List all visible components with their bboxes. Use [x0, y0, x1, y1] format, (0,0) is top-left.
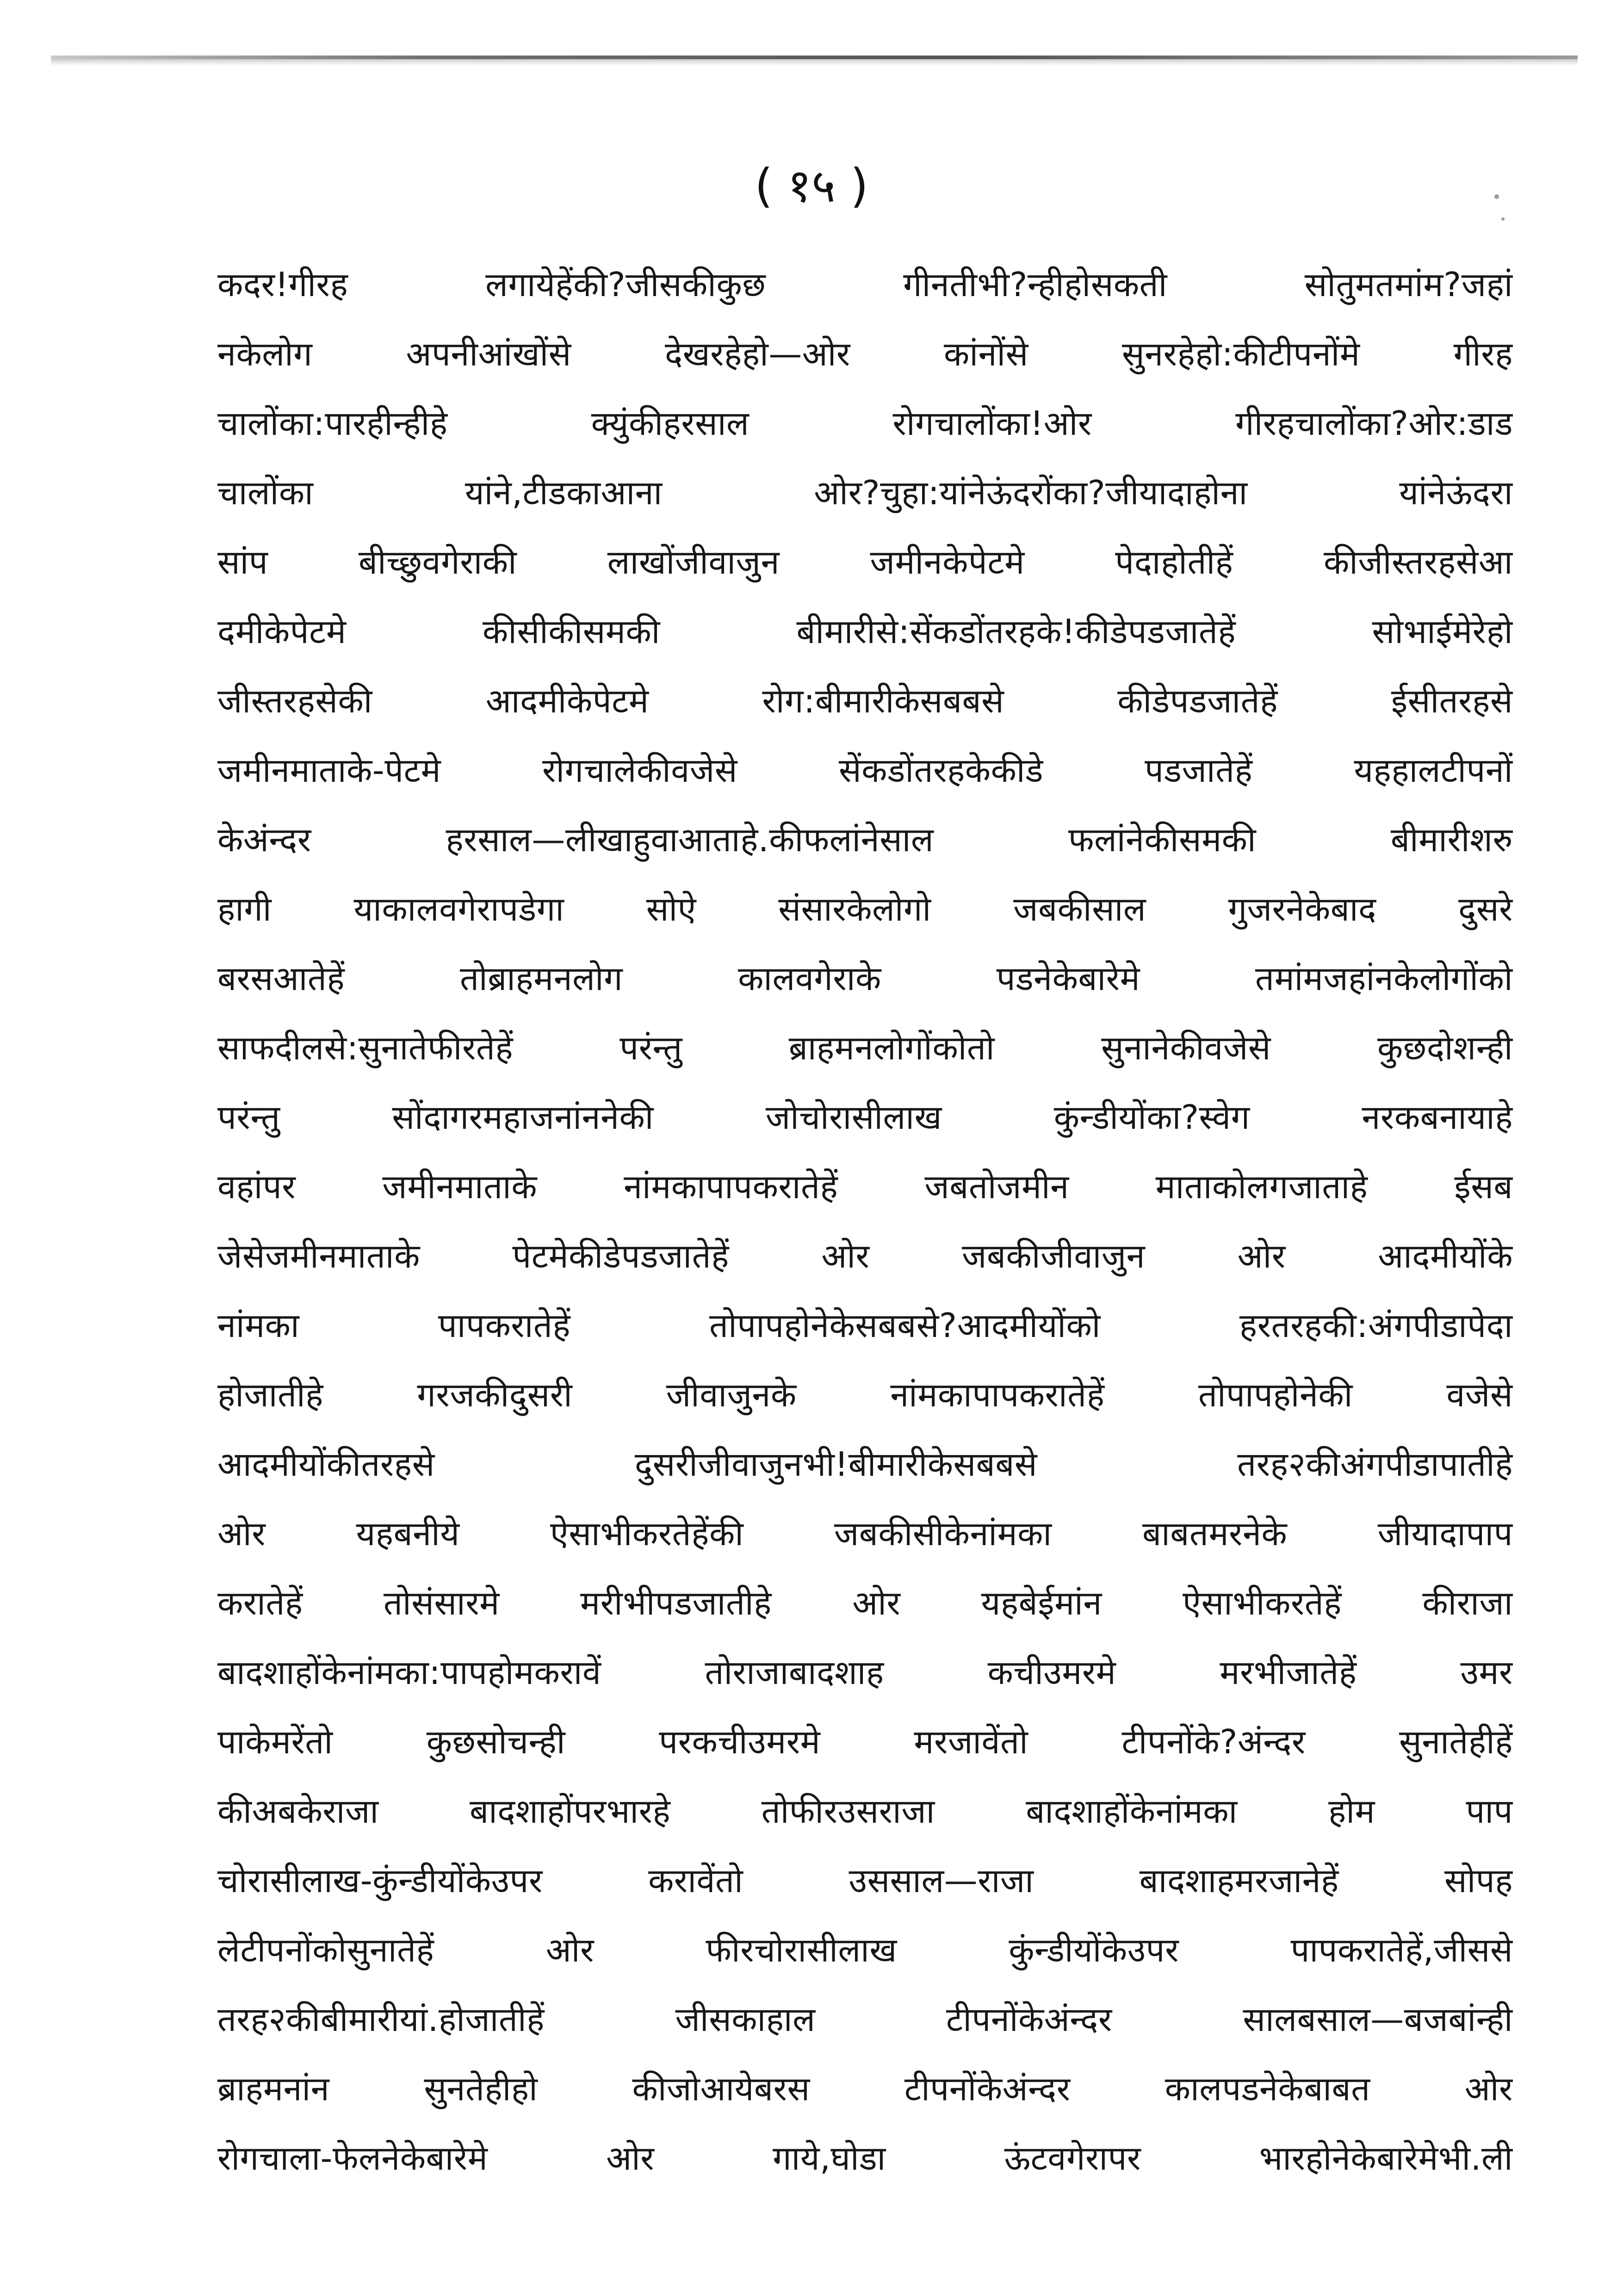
- text-line: जमीनमाताके-पेटमे रोगचालेकीवजेसे सेंकडोंतरहकेकीडे पडजातेहें यहहालटीपनों: [217, 751, 1513, 790]
- scan-speck: [1501, 217, 1505, 221]
- text-line: बरसआतेहें तोब्राहमनलोग कालवगेराके पडनेकेबारेमे तमांमजहांनकेलोगोंको: [217, 959, 1513, 998]
- text-line: वहांपर जमीनमाताके नांमकापापकरातेहें जबतोजमीन माताकोलगजाताहे ईसब: [217, 1167, 1513, 1206]
- text-line: जेसेजमीनमाताके पेटमेकीडेपडजातेहें ओर जबकीजीवाजुन ओर आदमीयोंके: [217, 1237, 1513, 1275]
- text-line: लेटीपनोंकोसुनातेहें ओर फीरचोरासीलाख कुंन्डीयोंकेउपर पापकरातेहें,जीससे: [217, 1931, 1513, 1969]
- text-line: सांप बीच्छुवगेराकी लाखोंजीवाजुन जमीनकेपेटमे पेदाहोतीहें कीजीस्तरहसेआ: [217, 543, 1513, 582]
- top-border-shadow: [51, 59, 1578, 66]
- text-line: चोरासीलाख-कुंन्डीयोंकेउपर करावेंतो उससाल—राजा बादशाहमरजानेहें सोपह: [217, 1861, 1513, 1900]
- text-line: हागी याकालवगेरापडेगा सोऐ संसारकेलोगो जबकीसाल गुजरनेकेबाद दुसरे: [217, 890, 1513, 928]
- text-line: नांमका पापकरातेहें तोपापहोनेकेसबबसे?आदमीयोंको हरतरहकी:अंगपीडापेदा: [217, 1306, 1513, 1345]
- top-border-rule: [51, 56, 1578, 59]
- text-line: जीस्तरहसेकी आदमीकेपेटमे रोग:बीमारीकेसबबसे कीडेपडजातेहें ईसीतरहसे: [217, 681, 1513, 720]
- text-line: परंन्तु सोंदागरमहाजनांननेकी जोचोरासीलाख कुंन्डीयोंका?स्वेग नरकबनायाहे: [217, 1098, 1513, 1137]
- text-line: नकेलोग अपनीआंखोंसे देखरहेहो—ओर कांनोंसे सुनरहेहो:कीटीपनोंमे गीरह: [217, 334, 1513, 373]
- page-number: ( १५ ): [755, 159, 868, 213]
- text-line: ब्राहमनांन सुनतेहीहो कीजोआयेबरस टीपनोंकेअंन्दर कालपडनेकेबाबत ओर: [217, 2069, 1513, 2108]
- text-line: पाकेमरेंतो कुछसोचन्ही परकचीउमरमे मरजावेंतो टीपनोंके?अंन्दर सुनातेहीहें: [217, 1722, 1513, 1761]
- text-line: ओर यहबनीये ऐसाभीकरतेहेंकी जबकीसीकेनांमका बाबतमरनेके जीयादापाप: [217, 1514, 1513, 1553]
- text-line: कदर!गीरह लगायेहेंकी?जीसकीकुछ गीनतीभी?न्हीहोसकती सोतुमतमांम?जहां: [217, 265, 1513, 304]
- text-line: तरह२कीबीमारीयां.होजातीहें जीसकाहाल टीपनोंकेअंन्दर सालबसाल—बजबांन्ही: [217, 2000, 1513, 2039]
- text-line: होजातीहे गरजकीदुसरी जीवाजुनके नांमकापापकरातेहें तोपापहोनेकी वजेसे: [217, 1375, 1513, 1414]
- text-line: कीअबकेराजा बादशाहोंपरभारहे तोफीरउसराजा बादशाहोंकेनांमका होम पाप: [217, 1792, 1513, 1831]
- text-line: करातेहें तोसंसारमे मरीभीपडजातीहे ओर यहबेईमांन ऐसाभीकरतेहें कीराजा: [217, 1584, 1513, 1622]
- text-line: चालोंका:पारहीन्हीहे क्युंकीहरसाल रोगचालोंका!ओर गीरहचालोंका?ओर:डाड: [217, 404, 1513, 443]
- text-line: बादशाहोंकेनांमका:पापहोमकरावें तोराजाबादशाह कचीउमरमे मरभीजातेहें उमर: [217, 1653, 1513, 1692]
- body-text: [217, 250, 1513, 2285]
- text-line: केअंन्दर हरसाल—लीखाहुवाआताहे.कीफलांनेसाल फलांनेकीसमकी बीमारीशरु: [217, 820, 1513, 859]
- text-line: रोगचाला-फेलनेकेबारेमे ओर गाये,घोडा ऊंटवगेरापर भारहोनेकेबारेमेभी.ली: [217, 2139, 1513, 2178]
- text-line: चालोंका यांने,टीडकाआना ओर?चुहा:यांनेऊंदरोंका?जीयादाहोना यांनेऊंदरा: [217, 473, 1513, 512]
- text-line: आदमीयोंकीतरहसे दुसरीजीवाजुनभी!बीमारीकेसबबसे तरह२कीअंगपीडापातीहे: [217, 1445, 1513, 1484]
- text-line: दमीकेपेटमे कीसीकीसमकी बीमारीसे:सेंकडोंतरहके!कीडेपडजातेहें सोभाईमेरेहो: [217, 612, 1513, 651]
- scan-speck: [1494, 194, 1499, 199]
- text-line: साफदीलसे:सुनातेफीरतेहें परंन्तु ब्राहमनलोगोंकोतो सुनानेकीवजेसे कुछदोशन्ही: [217, 1028, 1513, 1067]
